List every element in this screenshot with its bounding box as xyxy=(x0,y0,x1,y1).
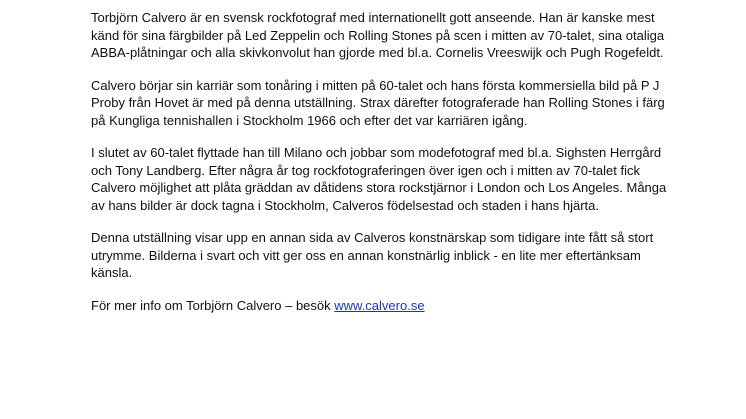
paragraph-exhibition: Denna utställning visar upp en annan sida av Calveros konstnärskap som tidigare inte fått så stort utrymme. Bilderna i svart och vitt ger oss en annan konstnärlig inblick - en lite mer eftertänksam känsla. xyxy=(91,230,654,280)
calvero-website-link[interactable]: www.calvero.se xyxy=(334,297,425,313)
paragraph-milano: I slutet av 60-talet flyttade han till Milano och jobbar som modefotograf med bl.a. Sighsten Herrgård och Tony Landberg. Efter några år tog rockfotograferingen över igen och i mitten av 70-talet fick Calvero möjlighet att plåta gräddan av dåtidens stora rockstjärnor i London och Los Angeles. Många av hans bilder är dock tagna i Stockholm, Calveros födelsestad och staden i hans hjärta. xyxy=(91,145,667,213)
paragraph-more-info xyxy=(91,297,681,315)
document-body xyxy=(91,9,681,329)
paragraph-intro: Torbjörn Calvero är en svensk rockfotograf med internationellt gott anseende. Han är kanske mest känd för sina färgbilder på Led Zeppelin och Rolling Stones på scen i mitten av 70-talet, sina otaliga ABBA-plåtningar och alla skivkonvolut han gjorde med bl.a. Cornelis Vreeswijk och Pugh Rogefeldt. xyxy=(91,10,665,60)
paragraph-career-start: Calvero börjar sin karriär som tonåring i mitten på 60-talet och hans första kommersiella bild på P J Proby från Hovet är med på denna utställning. Strax därefter fotograferade han Rolling Stones i färg på Kungliga tennishallen i Stockholm 1966 och efter det var karriären igång. xyxy=(91,77,665,128)
more-info-text: För mer info om Torbjörn Calvero – besök xyxy=(91,297,335,313)
